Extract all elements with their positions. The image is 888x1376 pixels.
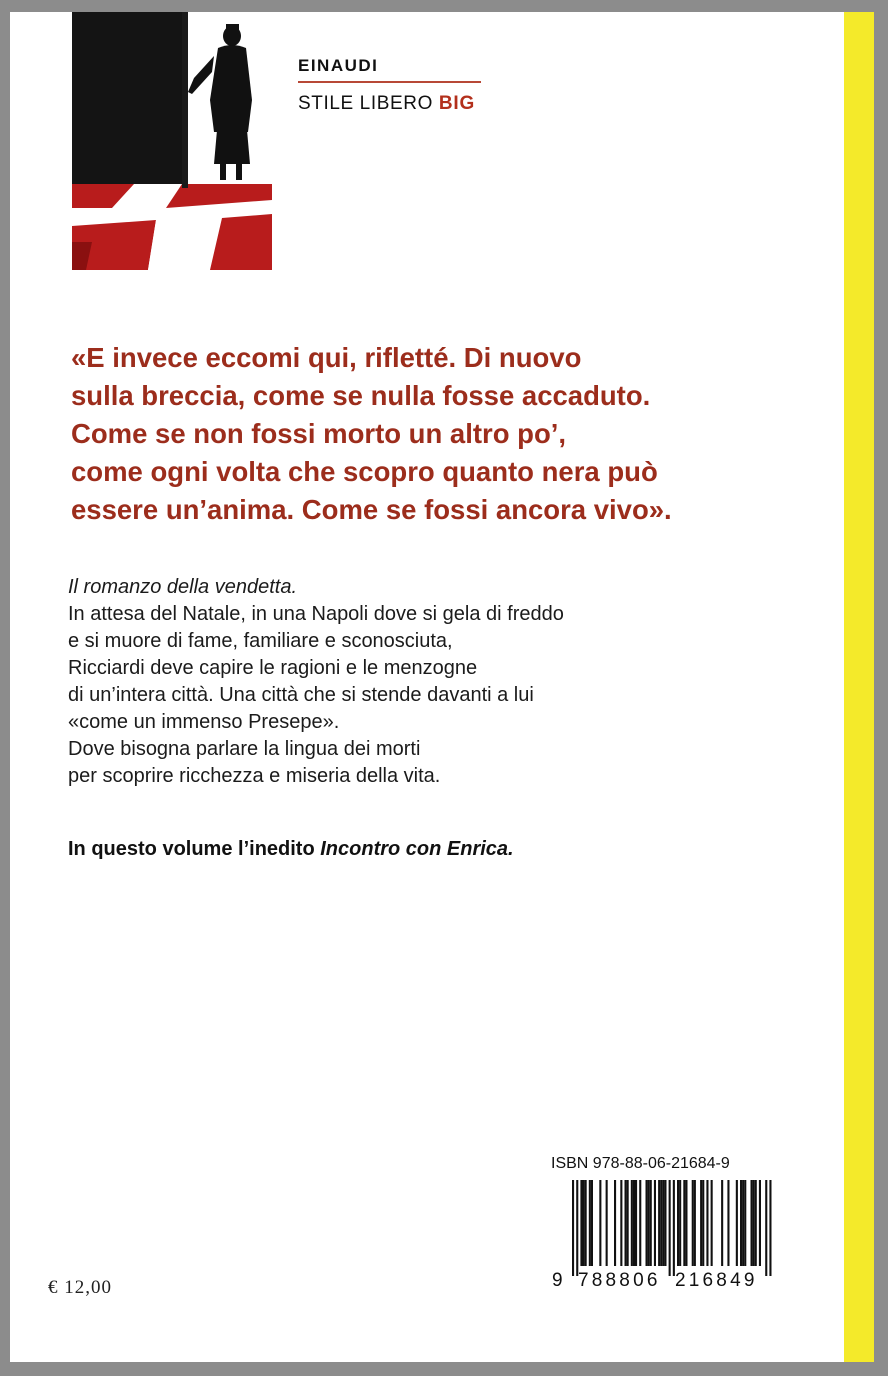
barcode-bar	[706, 1180, 708, 1266]
barcode-bar	[711, 1180, 713, 1266]
pull-quote	[71, 339, 791, 529]
barcode-bar	[679, 1180, 681, 1266]
barcode-bar	[658, 1180, 660, 1266]
barcode-bar	[740, 1180, 742, 1266]
barcode-bar	[744, 1180, 746, 1266]
blurb-line: Ricciardi deve capire le ragioni e le menzogne	[68, 657, 478, 679]
barcode-bar	[727, 1180, 729, 1266]
barcode-bar	[753, 1180, 755, 1266]
barcode-bars	[572, 1180, 772, 1276]
blurb-line: per scoprire ricchezza e miseria della vita.	[68, 765, 441, 787]
barcode-bar	[583, 1180, 585, 1266]
barcode-bar	[576, 1180, 578, 1276]
quote-line: sulla breccia, come se nulla fosse accaduto.	[71, 380, 651, 411]
barcode-bar	[635, 1180, 637, 1266]
barcode-bar	[662, 1180, 664, 1266]
barcode-bar	[755, 1180, 757, 1266]
barcode-bar	[692, 1180, 694, 1266]
barcode-first-digit: 9	[552, 1270, 563, 1290]
barcode-bar	[694, 1180, 696, 1266]
barcode	[550, 1178, 780, 1290]
barcode-bar	[736, 1180, 738, 1266]
series-name	[298, 93, 475, 115]
publisher-name: EINAUDI	[298, 56, 379, 75]
barcode-bar	[673, 1180, 675, 1276]
barcode-bar	[646, 1180, 648, 1266]
barcode-bar	[700, 1180, 702, 1266]
blurb-line: «come un immenso Presepe».	[68, 711, 340, 733]
barcode-bar	[648, 1180, 650, 1266]
blurb-line: e si muore di fame, familiare e sconosciuta,	[68, 630, 453, 652]
spine-stripe	[844, 12, 874, 1362]
barcode-bar	[721, 1180, 723, 1266]
barcode-bar	[631, 1180, 633, 1266]
isbn-label: ISBN 978-88-06-21684-9	[551, 1155, 730, 1172]
barcode-bar	[664, 1180, 666, 1266]
barcode-bar	[660, 1180, 662, 1266]
publisher-divider	[298, 81, 481, 83]
barcode-bar	[685, 1180, 687, 1266]
quote-line: Come se non fossi morto un altro po’,	[71, 418, 567, 449]
barcode-bar	[769, 1180, 771, 1276]
barcode-left-digits: 788806	[578, 1270, 661, 1290]
cover-illustration	[72, 12, 272, 270]
price: € 12,00	[48, 1277, 112, 1298]
barcode-bar	[620, 1180, 622, 1266]
barcode-bar	[650, 1180, 652, 1266]
barcode-bar	[742, 1180, 744, 1266]
blurb-text	[68, 574, 788, 790]
barcode-bar	[677, 1180, 679, 1266]
barcode-right-digits: 216849	[675, 1270, 758, 1290]
barcode-bar	[599, 1180, 601, 1266]
barcode-bar	[765, 1180, 767, 1276]
note-prefix: In questo volume l’inedito	[68, 838, 321, 860]
barcode-bar	[627, 1180, 629, 1266]
barcode-bar	[606, 1180, 608, 1266]
blurb-lead: Il romanzo della vendetta.	[68, 576, 298, 598]
barcode-bar	[589, 1180, 591, 1266]
barcode-bar	[759, 1180, 761, 1266]
barcode-bar	[702, 1180, 704, 1266]
silhouette-doorway-illustration	[72, 12, 272, 270]
barcode-bar	[580, 1180, 582, 1266]
barcode-bar	[633, 1180, 635, 1266]
note-title: Incontro con Enrica.	[320, 838, 514, 860]
barcode-bar	[585, 1180, 587, 1266]
barcode-bar	[654, 1180, 656, 1266]
series-suffix: BIG	[438, 93, 476, 114]
barcode-bar	[669, 1180, 671, 1276]
quote-line: come ogni volta che scopro quanto nera può	[71, 456, 658, 487]
blurb-line: Dove bisogna parlare la lingua dei morti	[68, 738, 421, 760]
series-prefix: STILE LIBERO	[298, 93, 433, 114]
barcode-bar	[614, 1180, 616, 1266]
barcode-bar	[625, 1180, 627, 1266]
quote-line: «E invece eccomi qui, rifletté. Di nuovo	[71, 342, 582, 373]
quote-line: essere un’anima. Come se fossi ancora vivo».	[71, 494, 672, 525]
blurb-line: di un’intera città. Una città che si stende davanti a lui	[68, 684, 534, 706]
book-back-cover	[10, 12, 874, 1362]
barcode-bar	[751, 1180, 753, 1266]
barcode-bar	[683, 1180, 685, 1266]
blurb-line: In attesa del Natale, in una Napoli dove si gela di freddo	[68, 603, 564, 625]
inedito-note	[68, 838, 514, 861]
barcode-bar	[572, 1180, 574, 1276]
barcode-bar	[591, 1180, 593, 1266]
barcode-bar	[639, 1180, 641, 1266]
